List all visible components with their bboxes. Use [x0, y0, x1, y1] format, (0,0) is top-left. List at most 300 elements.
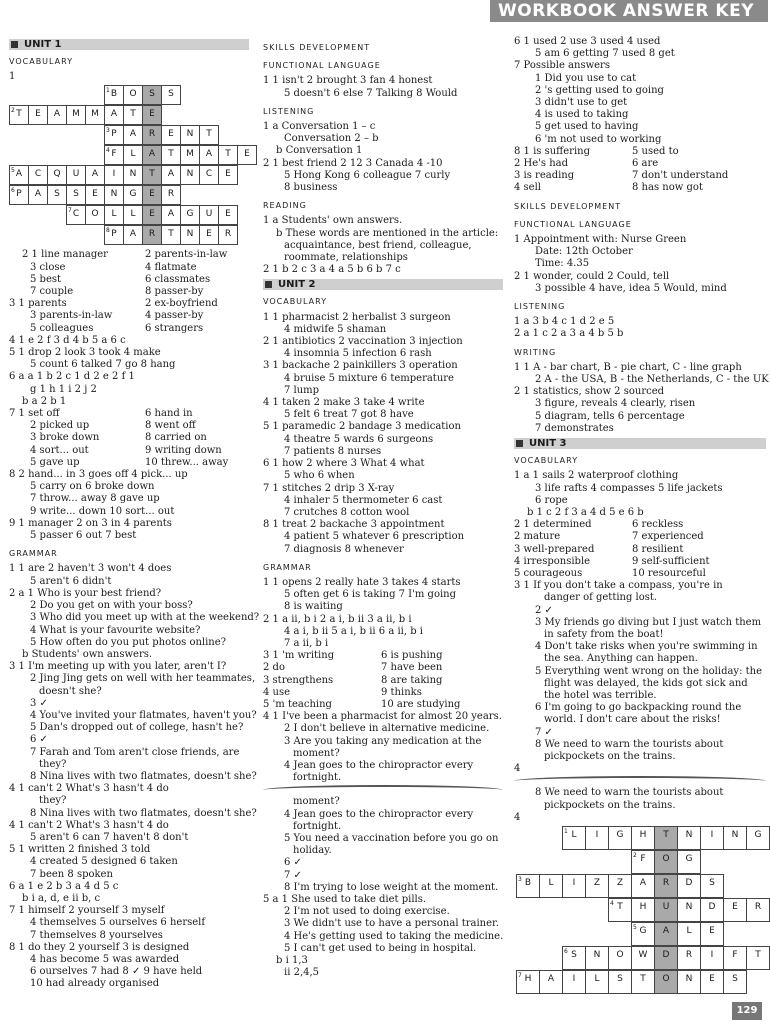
- answer-line: roommate, relationships: [284, 252, 408, 264]
- answer-line: 5 often get 6 is taking 7 I'm going: [284, 589, 457, 601]
- crossword-cell: [161, 225, 181, 245]
- answer-right: 8 has now got: [632, 182, 703, 194]
- answer-line: 8 1 treat 2 backache 3 appointment: [263, 519, 445, 531]
- answer-line: [9, 432, 249, 444]
- crossword-letter: R: [148, 229, 156, 240]
- crossword-cell: [608, 826, 632, 850]
- crossword-cell: [585, 970, 609, 994]
- answer-left: 4 sort... out: [30, 444, 89, 456]
- answer-line: g 1 h 1 i 2 j 2: [30, 383, 97, 395]
- crossword-cell: [585, 826, 609, 850]
- answer-line: 4 insomnia 5 infection 6 rash: [284, 348, 432, 360]
- answer-line: 5 1 paramedic 2 bandage 3 medication: [263, 421, 461, 433]
- answer-line: 4 is used to taking: [535, 109, 629, 121]
- unit-heading: UNIT 3: [514, 438, 766, 449]
- answer-line: 4 patient 5 whatever 6 prescription: [284, 531, 465, 543]
- answer-line: 6 a 1 e 2 b 3 a 4 d 5 c: [9, 880, 119, 892]
- answer-right: 7 experienced: [632, 531, 704, 543]
- answer-line: 1 a 1 sails 2 waterproof clothing: [514, 470, 679, 482]
- answer-line: 7 1 stitches 2 drip 3 X-ray: [263, 482, 395, 494]
- answer-line: 2 Jing Jing gets on well with her teammates,: [30, 673, 256, 685]
- answer-right: 10 resourceful: [632, 567, 706, 579]
- crossword-cell: [608, 898, 632, 922]
- answer-line: 4 1 can't 2 What's 3 hasn't 4 do: [9, 819, 169, 831]
- answer-line: 1 Did you use to cat: [535, 72, 637, 84]
- crossword-cell: [85, 105, 105, 125]
- crossword-cell: [28, 185, 48, 205]
- crossword-cell: [654, 946, 678, 970]
- crossword-letter: S: [54, 189, 60, 200]
- section-heading: VOCABULARY: [514, 456, 579, 466]
- answer-line: [9, 298, 249, 310]
- answer-line: 7 themselves 8 yourselves: [30, 929, 163, 941]
- crossword-letter: L: [548, 877, 554, 888]
- answer-right: 4 flatmate: [145, 261, 197, 273]
- answer-left: 2 do: [263, 662, 285, 674]
- answer-line: 4 What is your favourite website?: [30, 624, 201, 636]
- answer-line: [514, 556, 766, 568]
- answer-line: 4 1 e 2 f 3 d 4 b 5 a 6 c: [9, 334, 126, 346]
- answer-line: 4 1 can't 2 What's 3 hasn't 4 do: [9, 783, 169, 795]
- answer-left: 4 use: [263, 686, 291, 698]
- answer-right: 7 have been: [381, 662, 443, 674]
- answer-line: pickpockets on the trains.: [544, 750, 676, 762]
- crossword-letter: S: [149, 89, 155, 100]
- page-curl: [263, 785, 503, 795]
- crossword-letter: E: [206, 229, 212, 240]
- answer-line: 7 Farah and Tom aren't close friends, are: [30, 746, 240, 758]
- crossword-cell: [654, 874, 678, 898]
- crossword-letter: E: [35, 109, 41, 120]
- crossword-cell: [746, 946, 770, 970]
- crossword-cell: [142, 225, 162, 245]
- answer-line: 5 felt 6 treat 7 got 8 have: [284, 409, 414, 421]
- crossword-cell: [631, 922, 655, 946]
- crossword-cell: [104, 145, 124, 165]
- crossword-letter: C: [34, 169, 42, 180]
- crossword-cell: [700, 874, 724, 898]
- answer-left: 3 strengthens: [263, 674, 334, 686]
- clue-number: 6: [11, 187, 15, 195]
- crossword-letter: P: [16, 189, 22, 200]
- crossword-letter: C: [205, 169, 213, 180]
- crossword-letter: L: [594, 973, 600, 984]
- crossword-letter: R: [754, 901, 762, 912]
- answer-line: [9, 323, 249, 335]
- answer-line: 2 1 best friend 2 12 3 Canada 4 -10: [263, 157, 443, 169]
- answer-line: 3 We didn't use to have a personal trainer.: [284, 918, 499, 930]
- answer-line: 7 ✓: [284, 869, 302, 881]
- crossword-cell: [562, 826, 586, 850]
- answer-line: the sea. Anything can happen.: [544, 653, 698, 665]
- crossword-letter: Z: [616, 877, 624, 888]
- crossword-letter: A: [110, 109, 118, 120]
- answer-right: 8 resilient: [632, 543, 684, 555]
- answer-left: 3 close: [30, 261, 66, 273]
- crossword-letter: G: [129, 189, 137, 200]
- answer-line: 2 1 b 2 c 3 a 4 a 5 b 6 b 7 c: [263, 264, 401, 276]
- answer-left: 7 couple: [30, 286, 74, 298]
- crossword-cell: [9, 105, 29, 125]
- crossword-cell: [123, 145, 143, 165]
- crossword-letter: S: [732, 973, 738, 984]
- crossword-letter: E: [709, 973, 715, 984]
- crossword-letter: U: [205, 209, 213, 220]
- clue-number: 4: [106, 147, 110, 155]
- answer-line: 8 Nina lives with two flatmates, doesn't she?: [30, 807, 257, 819]
- answer-line: 4 inhaler 5 thermometer 6 cast: [284, 494, 443, 506]
- section-heading: FUNCTIONAL LANGUAGE: [514, 219, 632, 229]
- answer-right: 7 don't understand: [632, 170, 729, 182]
- crossword-letter: F: [640, 853, 646, 864]
- section-heading: VOCABULARY: [9, 57, 74, 66]
- crossword-letter: G: [616, 829, 624, 840]
- crossword-letter: N: [685, 829, 693, 840]
- answer-line: 2 A - the USA, B - the Netherlands, C - the UK: [535, 374, 769, 386]
- crossword-cell: [199, 205, 219, 225]
- crossword-cell: [677, 826, 701, 850]
- crossword-cell: [631, 946, 655, 970]
- crossword-letter: I: [710, 829, 714, 840]
- answer-line: [9, 286, 249, 298]
- answer-line: 8 We need to warn the tourists about: [535, 787, 724, 799]
- answer-line: [9, 420, 249, 432]
- crossword-cell: [237, 145, 257, 165]
- crossword-cell: [104, 225, 124, 245]
- answer-left: 3 1 'm writing: [263, 650, 335, 662]
- answer-line: 3 My friends go diving but I just watch them: [535, 616, 762, 628]
- answer-line: 2 a 1 Who is your best friend?: [9, 587, 162, 599]
- crossword-cell: [47, 165, 67, 185]
- answer-line: 9 1 manager 2 on 3 in 4 parents: [9, 517, 172, 529]
- answer-line: 4 created 5 designed 6 taken: [30, 856, 178, 868]
- crossword-letter: N: [731, 829, 739, 840]
- crossword-letter: E: [225, 169, 231, 180]
- answer-line: b These words are mentioned in the article:: [276, 227, 499, 239]
- crossword-cell: [723, 946, 747, 970]
- crossword-cell: [539, 874, 563, 898]
- crossword-cell: [631, 874, 655, 898]
- crossword-cell: [654, 970, 678, 994]
- answer-line: b Conversation 1: [276, 145, 363, 157]
- answer-line: 8 business: [284, 182, 338, 194]
- crossword-cell: [142, 125, 162, 145]
- crossword-cell: [654, 898, 678, 922]
- clue-number: 3: [106, 127, 110, 135]
- answer-line: b 1 c 2 f 3 a 4 d 5 e 6 b: [527, 506, 644, 518]
- answer-line: 7 demonstrates: [535, 422, 614, 434]
- crossword-letter: A: [53, 109, 61, 120]
- crossword-letter: O: [91, 209, 99, 220]
- crossword-letter: A: [547, 973, 555, 984]
- answer-line: 4 1 taken 2 make 3 take 4 write: [263, 397, 425, 409]
- crossword-cell: [9, 185, 29, 205]
- answer-left: 5 gave up: [30, 456, 80, 468]
- crossword-cell: [199, 145, 219, 165]
- answer-left: 5 courageous: [514, 567, 583, 579]
- crossword-cell: [161, 85, 181, 105]
- crossword-cell: [677, 922, 701, 946]
- crossword-letter: T: [617, 901, 623, 912]
- answer-right: 10 threw... away: [145, 456, 229, 468]
- crossword-cell: [746, 898, 770, 922]
- answer-line: 8 1 do they 2 yourself 3 is designed: [9, 941, 190, 953]
- answer-line: 5 diagram, tells 6 percentage: [535, 410, 685, 422]
- answer-line: 3 1 backache 2 painkillers 3 operation: [263, 360, 458, 372]
- crossword-letter: D: [662, 949, 670, 960]
- answer-right: 5 used to: [632, 145, 679, 157]
- answer-left: 3 parents-in-law: [30, 310, 113, 322]
- answer-line: 5 aren't 6 can 7 haven't 8 don't: [30, 831, 189, 843]
- answer-line: [9, 408, 249, 420]
- crossword-letter: S: [571, 949, 577, 960]
- crossword-cell: [123, 225, 143, 245]
- answer-line: 1 a Conversation 1 – c: [263, 121, 376, 133]
- unit-heading: UNIT 2: [263, 279, 503, 290]
- crossword-cell: [85, 205, 105, 225]
- crossword-letter: Z: [593, 877, 601, 888]
- page-curl: [514, 776, 766, 786]
- section-heading: LISTENING: [263, 106, 315, 116]
- answer-line: b i a, d, e ii b, c: [22, 892, 101, 904]
- crossword-letter: O: [662, 853, 670, 864]
- crossword-cell: [161, 185, 181, 205]
- section-heading: GRAMMAR: [9, 549, 58, 559]
- answer-right: 8 carried on: [145, 432, 207, 444]
- column-middle: [263, 36, 503, 1021]
- answer-line: acquaintance, best friend, colleague,: [284, 239, 472, 251]
- answer-line: 1 a 3 b 4 c 1 d 2 e 5: [514, 316, 615, 328]
- crossword-letter: D: [685, 877, 693, 888]
- crossword-cell: [66, 165, 86, 185]
- answer-line: 5 You need a vaccination before you go on: [284, 832, 499, 844]
- crossword-letter: S: [709, 877, 715, 888]
- answer-line: 5 count 6 talked 7 go 8 hang: [30, 359, 176, 371]
- crossword-letter: F: [111, 149, 117, 160]
- clue-number: 8: [106, 227, 110, 235]
- column-left: [9, 36, 260, 1024]
- answer-line: 1 1 opens 2 really hate 3 takes 4 starts: [263, 576, 461, 588]
- crossword-cell: [746, 826, 770, 850]
- answer-line: b Students' own answers.: [22, 648, 153, 660]
- answer-line: 7 been 8 spoken: [30, 868, 113, 880]
- crossword-letter: F: [732, 949, 738, 960]
- answer-right: 8 went off: [145, 420, 196, 432]
- answer-line: the hotel was terrible.: [544, 689, 657, 701]
- crossword-letter: A: [91, 169, 99, 180]
- crossword-letter: N: [685, 973, 693, 984]
- page-number: 129: [732, 1002, 762, 1020]
- answer-line: 4 You've invited your flatmates, haven't you?: [30, 709, 257, 721]
- crossword-letter: A: [129, 229, 137, 240]
- crossword-letter: H: [524, 973, 532, 984]
- crossword-letter: I: [572, 877, 576, 888]
- answer-line: 4 He's getting used to taking the medicine.: [284, 930, 504, 942]
- section-heading: WRITING: [514, 347, 557, 357]
- crossword-letter: H: [639, 901, 647, 912]
- crossword-letter: N: [186, 229, 194, 240]
- answer-line: holiday.: [293, 845, 332, 857]
- answer-line: 4 Jean goes to the chiropractor every: [284, 808, 474, 820]
- clue-number: 2: [11, 107, 15, 115]
- answer-line: 2 I don't believe in alternative medicine.: [284, 723, 490, 735]
- answer-line: 2 's getting used to going: [535, 84, 664, 96]
- crossword-letter: A: [15, 169, 23, 180]
- crossword-cell: [142, 85, 162, 105]
- answer-left: 2 mature: [514, 531, 561, 543]
- answer-line: 5 carry on 6 broke down: [30, 481, 155, 493]
- answer-line: [263, 699, 503, 711]
- answer-right: 2 ex-boyfriend: [145, 298, 218, 310]
- crossword-letter: N: [685, 901, 693, 912]
- answer-left: 4 sell: [514, 182, 541, 194]
- answer-line: 2 1 a ii, b i 2 a i, b ii 3 a ii, b i: [263, 613, 412, 625]
- answer-line: 7 Possible answers: [514, 60, 610, 72]
- answer-line: fortnight.: [293, 772, 342, 784]
- crossword-letter: A: [205, 149, 213, 160]
- crossword-letter: I: [710, 949, 714, 960]
- answer-line: ii 2,4,5: [284, 967, 320, 979]
- crossword-letter: I: [112, 169, 116, 180]
- answer-left: 3 well-prepared: [514, 543, 595, 555]
- answer-line: 5 How often do you put photos online?: [30, 636, 227, 648]
- exercise-number: 1: [9, 71, 16, 83]
- crossword-letter: G: [754, 829, 762, 840]
- answer-line: 7 patients 8 nurses: [284, 445, 382, 457]
- crossword-cell: [218, 165, 238, 185]
- crossword-letter: R: [148, 129, 156, 140]
- answer-line: 5 get used to having: [535, 121, 639, 133]
- crossword-letter: N: [129, 169, 137, 180]
- answer-line: 8 2 hand... in 3 goes off 4 pick... up: [9, 469, 188, 481]
- answer-line: 5 Hong Kong 6 colleague 7 curly: [284, 169, 451, 181]
- answer-right: 9 writing down: [145, 444, 222, 456]
- answer-line: [514, 182, 766, 194]
- crossword-cell: [654, 922, 678, 946]
- section-heading: VOCABULARY: [263, 297, 328, 307]
- crossword-letter: T: [663, 829, 669, 840]
- answer-line: 3 Are you taking any medication at the: [284, 735, 482, 747]
- crossword-letter: E: [732, 901, 738, 912]
- crossword-cell: [142, 185, 162, 205]
- crossword-unit3: [516, 826, 766, 984]
- crossword-letter: E: [149, 109, 155, 120]
- crossword-cell: [516, 970, 540, 994]
- answer-right: 8 passer-by: [145, 286, 204, 298]
- answer-line: 1 1 A - bar chart, B - pie chart, C - line graph: [514, 361, 742, 373]
- crossword-cell: [66, 105, 86, 125]
- answer-line: 3 Who did you meet up with at the weekend?: [30, 612, 260, 624]
- crossword-letter: M: [186, 149, 194, 160]
- answer-line: 1 1 isn't 2 brought 3 fan 4 honest: [263, 75, 433, 87]
- crossword-letter: R: [685, 949, 693, 960]
- crossword-letter: U: [662, 901, 670, 912]
- crossword-letter: R: [662, 877, 670, 888]
- crossword-cell: [104, 125, 124, 145]
- crossword-letter: M: [91, 109, 99, 120]
- answer-right: 2 parents-in-law: [145, 249, 228, 261]
- crossword-cell: [28, 165, 48, 185]
- answer-line: [9, 445, 249, 457]
- answer-line: 3 didn't use to get: [535, 97, 628, 109]
- crossword-letter: A: [662, 925, 670, 936]
- crossword-cell: [161, 205, 181, 225]
- answer-line: 6 1 how 2 where 3 What 4 what: [263, 458, 425, 470]
- answer-line: 4 themselves 5 ourselves 6 herself: [30, 917, 206, 929]
- crossword-cell: [631, 898, 655, 922]
- section-heading: GRAMMAR: [263, 562, 312, 572]
- clue-number: 1: [564, 827, 568, 835]
- crossword-cell: [123, 185, 143, 205]
- column-right: [514, 36, 769, 1021]
- crossword-letter: W: [638, 949, 648, 960]
- crossword-cell: [104, 105, 124, 125]
- crossword-cell: [516, 874, 540, 898]
- answer-line: 1 a Students' own answers.: [263, 215, 403, 227]
- crossword-letter: S: [617, 973, 623, 984]
- crossword-cell: [700, 946, 724, 970]
- answer-line: [514, 158, 766, 170]
- crossword-cell: [104, 85, 124, 105]
- crossword-letter: T: [149, 169, 155, 180]
- answer-line: 3 figure, reveals 4 clearly, risen: [535, 398, 696, 410]
- answer-right: 6 are: [632, 158, 659, 170]
- answer-right: 10 are studying: [381, 698, 461, 710]
- crossword-cell: [85, 165, 105, 185]
- answer-line: 2 Do you get on with your boss?: [30, 600, 193, 612]
- crossword-letter: O: [662, 973, 670, 984]
- answer-line: [514, 544, 766, 556]
- answer-line: 2 I'm not used to doing exercise.: [284, 906, 450, 918]
- answer-line: 5 Everything went wrong on the holiday: the: [535, 665, 763, 677]
- crossword-letter: S: [73, 189, 79, 200]
- crossword-cell: [123, 165, 143, 185]
- answer-line: 6 ourselves 7 had 8 ✓ 9 have held: [30, 966, 203, 978]
- crossword-cell: [654, 826, 678, 850]
- answer-line: 4 bruise 5 mixture 6 temperature: [284, 372, 454, 384]
- answer-line: 5 doesn't 6 else 7 Talking 8 Would: [284, 87, 458, 99]
- section-heading: READING: [263, 201, 307, 211]
- answer-line: 4 a i, b ii 5 a i, b ii 6 a ii, b i: [284, 625, 423, 637]
- crossword-letter: A: [167, 169, 175, 180]
- answer-line: 4 theatre 5 wards 6 surgeons: [284, 433, 434, 445]
- answer-line: 4 1 I've been a pharmacist for almost 20 years.: [263, 711, 502, 723]
- answer-line: 7 lump: [284, 384, 320, 396]
- answer-line: b a 2 b 1: [22, 395, 67, 407]
- answer-line: 5 1 written 2 finished 3 told: [9, 844, 151, 856]
- crossword-cell: [142, 165, 162, 185]
- answer-left: 2 He's had: [514, 158, 569, 170]
- clue-number: 4: [610, 899, 614, 907]
- crossword-letter: B: [524, 877, 532, 888]
- answer-line: doesn't she?: [39, 685, 102, 697]
- answer-right: 8 are taking: [381, 674, 443, 686]
- clue-number: 7: [68, 207, 72, 215]
- answer-line: 7 1 himself 2 yourself 3 myself: [9, 905, 165, 917]
- crossword-cell: [66, 185, 86, 205]
- crossword-letter: R: [224, 229, 232, 240]
- crossword-letter: E: [149, 209, 155, 220]
- answer-line: 7 throw... away 8 gave up: [30, 493, 160, 505]
- answer-line: [263, 687, 503, 699]
- crossword-cell: [180, 145, 200, 165]
- answer-line: [9, 457, 249, 469]
- answer-line: 5 am 6 getting 7 used 8 get: [535, 48, 675, 60]
- crossword-letter: D: [708, 901, 716, 912]
- answer-line: 1 1 are 2 haven't 3 won't 4 does: [9, 563, 172, 575]
- crossword-cell: [608, 946, 632, 970]
- answer-left: 3 broke down: [30, 432, 100, 444]
